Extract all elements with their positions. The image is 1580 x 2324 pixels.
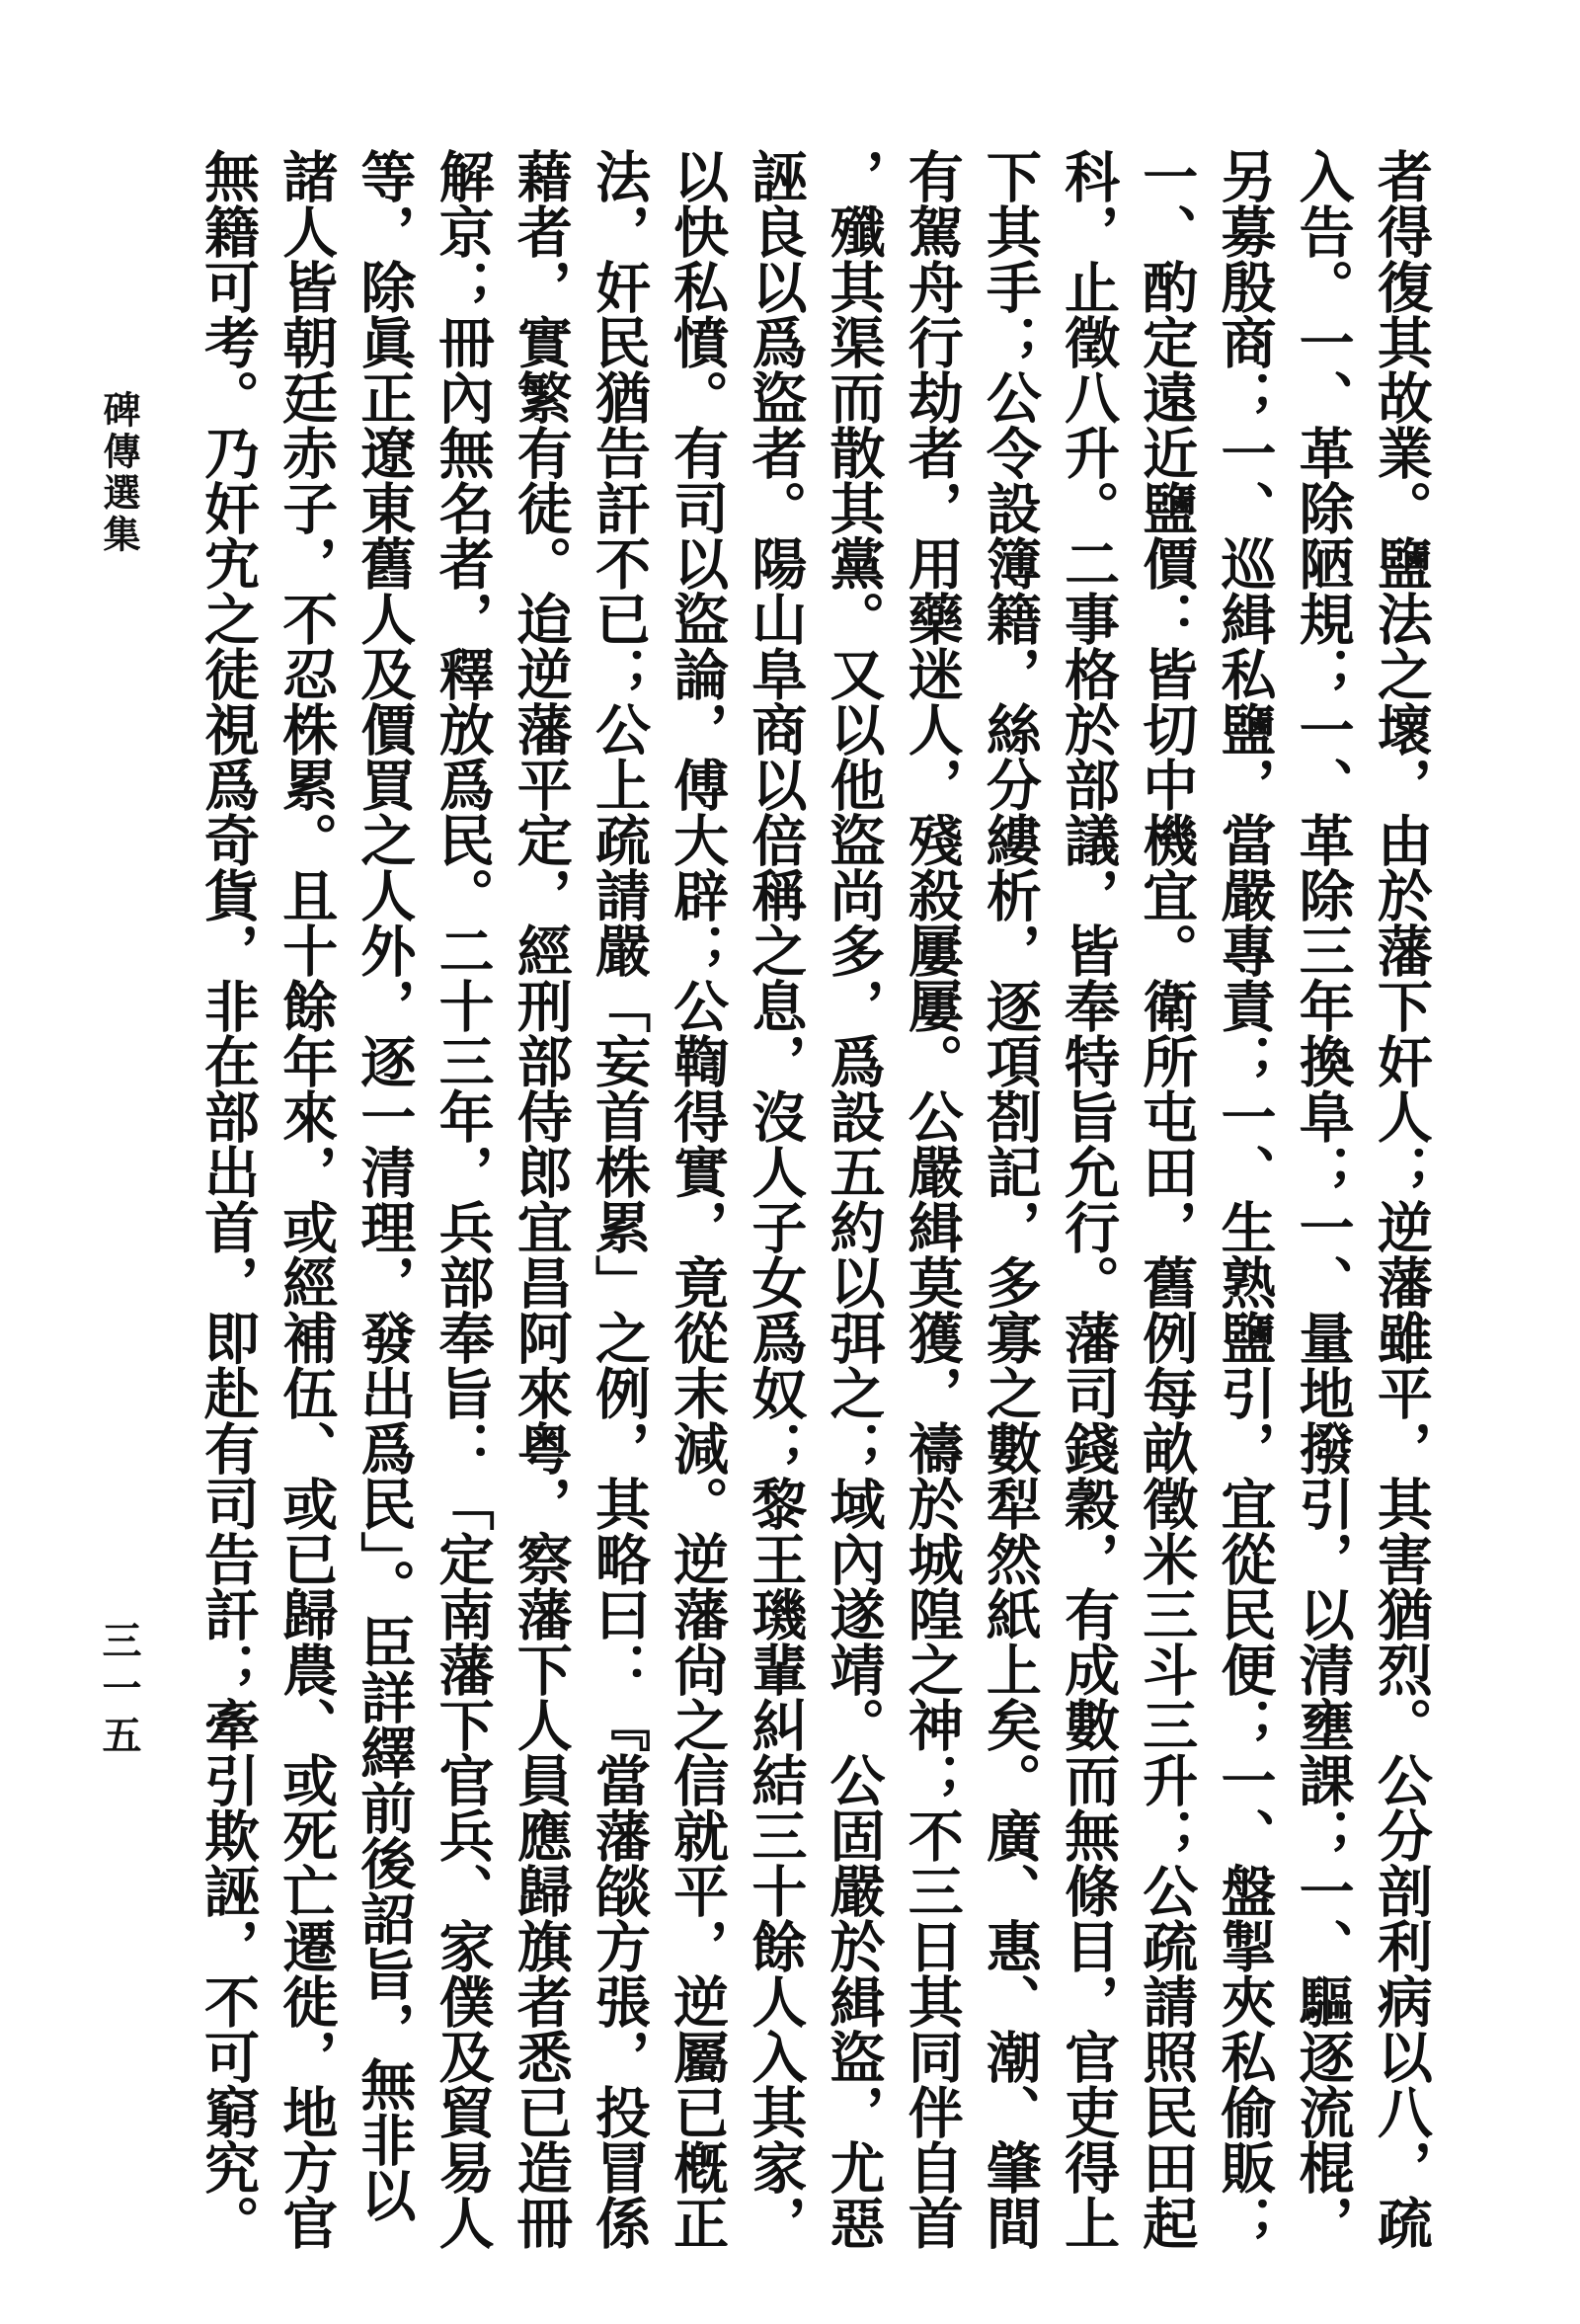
text-column: 無籍可考。乃奸宄之徒視爲奇貨，非在部出首，即赴有司告訐；牽引欺誣，不可窮究。 <box>196 148 261 2250</box>
text-column: 有駕舟行劫者，用藥迷人，殘殺屢屢。公嚴緝莫獲，禱於城隍之神；不三日其同伴自首 <box>899 148 965 2250</box>
text-column: 者得復其故業。鹽法之壞，由於藩下奸人；逆藩雖平，其害猶烈。公分剖利病以八，疏 <box>1368 148 1434 2250</box>
text-column: 下其手；公令設簿籍，絲分縷析，逐項剳記，多寡之數犁然紙上矣。廣、惠、潮、肇間 <box>977 148 1043 2250</box>
book-title: 碑傳選集 <box>97 390 141 556</box>
text-column: ，殲其渠而散其黨。又以他盜尚多，爲設五約以弭之；域內遂靖。公固嚴於緝盜，尤惡 <box>821 148 887 2250</box>
text-column: 等，除眞正遼東舊人及價買之人外，逐一清理，發出爲民」。臣詳繹前後詔旨，無非以 <box>352 148 418 2222</box>
text-column: 另募殷商；一、巡緝私鹽，當嚴專責；一、生熟鹽引，宜從民便；一、盤掣夾私偷販； <box>1212 148 1278 2250</box>
text-column: 藉者，實繁有徒。迨逆藩平定，經刑部侍郎宜昌阿來粤，察藩下人員應歸旗者悉已造冊 <box>508 148 574 2250</box>
text-column: 諸人皆朝廷赤子，不忍株累。且十餘年來，或經補伍、或已歸農、或死亡遷徙，地方官 <box>274 148 340 2250</box>
text-column: 誣良以爲盜者。陽山阜商以倍稱之息，沒人子女爲奴；黎王璣輩糾結三十餘人入其家， <box>743 148 809 2250</box>
page-number: 三一五 <box>96 1620 142 1762</box>
text-column: 一、酌定遠近鹽價：皆切中機宜。衛所屯田，舊例每畝徵米三斗三升；公疏請照民田起 <box>1134 148 1200 2250</box>
text-column: 以快私憤。有司以盜論，傅大辟；公鞫得實，竟從末減。逆藩尙之信就平，逆屬已槪正 <box>665 148 731 2250</box>
text-column: 入告。一、革除陋規；一、革除三年換阜；一、量地撥引，以清壅課；一、驅逐流棍， <box>1290 148 1356 2250</box>
body-text <box>193 148 1437 2250</box>
text-column: 科，止徵八升。二事格於部議，皆奉特旨允行。藩司錢穀，有成數而無條目，官吏得上 <box>1056 148 1122 2250</box>
text-column: 法，奸民猶告訐不已；公上疏請嚴「妄首株累」之例，其略曰：『當藩燄方張，投冒係 <box>586 148 652 2250</box>
text-column: 解京；冊內無名者，釋放爲民。二十三年，兵部奉旨：「定南藩下官兵、家僕及貿易人 <box>430 148 496 2250</box>
